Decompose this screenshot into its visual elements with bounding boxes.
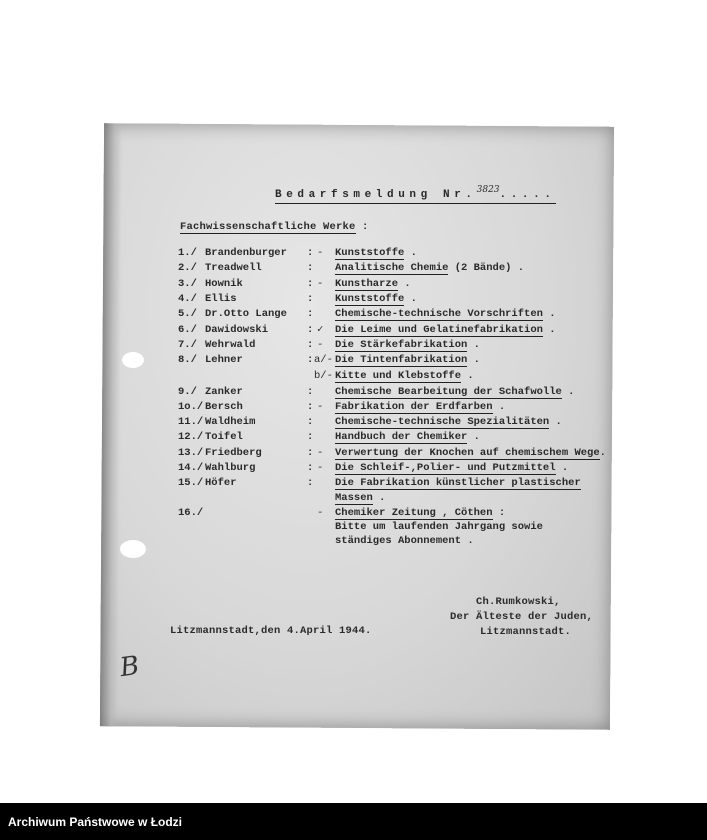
check-mark: - (317, 339, 324, 351)
check-mark: - (317, 447, 324, 459)
list-item (178, 430, 608, 444)
separator: : (307, 339, 314, 351)
document-title (275, 185, 556, 204)
check-mark: - (317, 278, 324, 290)
book-title-tail: . (549, 416, 562, 428)
section-heading (180, 221, 369, 233)
item-number: 2./ (178, 262, 197, 274)
book-title (335, 261, 524, 275)
author-name: Brandenburger (205, 247, 287, 259)
list-item (178, 476, 608, 490)
separator: : (307, 247, 314, 259)
book-title-text: Chemische Bearbeitung der Schafwolle (335, 386, 562, 398)
book-title-text: Kunstharze (335, 278, 399, 290)
book-title-text: Chemische-technische Vorschriften (335, 308, 543, 320)
list-item (178, 353, 608, 367)
author-name: Hownik (205, 278, 243, 290)
item-number: 1./ (178, 247, 197, 259)
book-title-tail: . (467, 339, 480, 351)
item-number: 6./ (178, 324, 197, 336)
list-item (178, 246, 608, 260)
separator: : (307, 293, 314, 305)
separator: : (307, 308, 314, 320)
separator: : (307, 447, 314, 459)
author-name: Bersch (205, 401, 243, 413)
book-title-text: Kitte und Klebstoffe (335, 370, 462, 382)
book-title-tail: ständiges Abonnement . (335, 535, 474, 547)
punch-hole (120, 540, 146, 558)
handwritten-mark: B (118, 650, 142, 684)
book-title (335, 446, 606, 460)
book-title (335, 461, 568, 475)
item-number: 16./ (178, 507, 204, 519)
book-title-text: Die Schleif-,Polier- und Putzmittel (335, 462, 556, 474)
list-item (178, 385, 608, 399)
author-name: Waldheim (205, 416, 256, 428)
book-title (335, 323, 556, 337)
book-title-text: Die Fabrikation künstlicher plastischer (335, 477, 581, 489)
author-name: Wehrwald (205, 339, 256, 351)
book-title-text: Analitische Chemie (335, 262, 449, 274)
book-title (335, 400, 505, 414)
book-title-text: Massen (335, 492, 373, 504)
title-text: Bedarfsmeldung Nr. (275, 189, 477, 201)
list-item (178, 323, 608, 337)
check-mark: a/- (314, 354, 333, 366)
book-title-tail: . (467, 431, 480, 443)
item-number: 7./ (178, 339, 197, 351)
book-title-tail: . (599, 447, 606, 459)
book-title (335, 520, 543, 534)
author-name: Höfer (205, 477, 237, 489)
item-number: 1o./ (178, 401, 204, 413)
item-number: 14./ (178, 462, 204, 474)
author-name: Dr.Otto Lange (205, 308, 287, 320)
book-title-tail: . (542, 308, 556, 320)
separator: : (307, 324, 314, 336)
author-name: Treadwell (205, 262, 262, 274)
separator: : (307, 278, 314, 290)
item-number: 3./ (178, 278, 197, 290)
book-title-tail: (2 Bände) . (448, 262, 525, 274)
item-number: 8./ (178, 354, 197, 366)
book-title (335, 369, 474, 383)
check-mark: - (317, 247, 324, 259)
archive-name: Archiwum Państwowe w Łodzi (8, 815, 183, 829)
book-title (335, 338, 480, 352)
check-mark: b/- (314, 370, 333, 382)
book-title (335, 385, 574, 399)
section-heading-text: Fachwissenschaftliche Werke (180, 221, 356, 233)
item-number: 4./ (178, 293, 197, 305)
item-number: 9./ (178, 386, 197, 398)
separator: : (307, 462, 314, 474)
list-item (178, 491, 608, 505)
punch-hole (122, 352, 144, 368)
item-number: 11./ (178, 416, 204, 428)
list-item (178, 520, 608, 534)
book-title-text: Handbuch der Chemiker (335, 431, 468, 443)
separator: : (307, 354, 314, 366)
book-title (335, 277, 411, 291)
author-name: Friedberg (205, 447, 262, 459)
title-dots: ..... (499, 189, 556, 201)
book-title-text: Die Leime und Gelatinefabrikation (335, 324, 543, 336)
book-title (335, 506, 505, 520)
author-name: Lehner (205, 354, 243, 366)
book-title-text: Die Stärkefabrikation (335, 339, 468, 351)
book-title-tail: . (372, 492, 386, 504)
separator: : (307, 431, 314, 443)
author-name: Dawidowski (205, 324, 269, 336)
book-title-tail: . (461, 370, 474, 382)
book-title (335, 491, 385, 505)
list-item (178, 261, 608, 275)
book-title-tail: . (555, 462, 569, 474)
author-name: Toifel (205, 431, 243, 443)
book-title-text: Verwertung der Knochen auf chemischem Wege (335, 447, 600, 459)
list-item (178, 446, 608, 460)
section-heading-colon: : (355, 221, 369, 233)
check-mark: - (317, 462, 324, 474)
place-date: Litzmannstadt,den 4.April 1944. (170, 625, 372, 637)
book-title (335, 353, 480, 367)
author-name: Ellis (205, 293, 237, 305)
book-title (335, 534, 474, 548)
book-title-tail: . (404, 247, 417, 259)
check-mark: ✓ (317, 324, 324, 336)
book-title-text: Chemiker Zeitung , Cöthen (335, 507, 493, 519)
book-title-text: Kunststoffe (335, 247, 405, 259)
item-number: 12./ (178, 431, 204, 443)
list-item (178, 369, 608, 383)
book-title-tail: . (542, 324, 556, 336)
separator: : (307, 416, 314, 428)
book-title-tail: . (398, 278, 411, 290)
signature-name: Ch.Rumkowski, (476, 596, 561, 608)
book-title (335, 476, 581, 490)
item-number: 5./ (178, 308, 197, 320)
check-mark: - (317, 401, 324, 413)
check-mark: - (317, 507, 324, 519)
separator: : (307, 386, 314, 398)
author-name: Wahlburg (205, 462, 256, 474)
archive-footer (0, 803, 707, 840)
list-item (178, 338, 608, 352)
item-number: 13./ (178, 447, 204, 459)
separator: : (307, 477, 314, 489)
book-title-text: Chemische-technische Spezialitäten (335, 416, 550, 428)
book-title-text: Fabrikation der Erdfarben (335, 401, 493, 413)
signature-title: Der Älteste der Juden, (450, 611, 594, 623)
book-title-tail: : (492, 507, 506, 519)
list-item (178, 461, 608, 475)
book-title (335, 430, 480, 444)
book-title (335, 307, 556, 321)
author-name: Zanker (205, 386, 243, 398)
signature-place: Litzmannstadt. (480, 626, 572, 638)
item-number: 15./ (178, 477, 204, 489)
book-title-text: Die Tintenfabrikation (335, 354, 468, 366)
list-item (178, 534, 608, 548)
list-item (178, 415, 608, 429)
separator: : (307, 262, 314, 274)
book-title-text: Kunststoffe (335, 293, 405, 305)
list-item (178, 506, 608, 520)
separator: : (307, 401, 314, 413)
book-title-tail: . (404, 293, 417, 305)
list-item (178, 292, 608, 306)
book-title (335, 292, 417, 306)
list-item (178, 307, 608, 321)
book-title-tail: . (467, 354, 480, 366)
list-item (178, 277, 608, 291)
list-item (178, 400, 608, 414)
book-title-tail: Bitte um laufenden Jahrgang sowie (335, 521, 543, 533)
handwritten-number: 3823 (476, 185, 500, 195)
book-title-tail: . (561, 386, 575, 398)
book-title-tail: . (492, 401, 506, 413)
book-title (335, 246, 417, 260)
book-title (335, 415, 562, 429)
